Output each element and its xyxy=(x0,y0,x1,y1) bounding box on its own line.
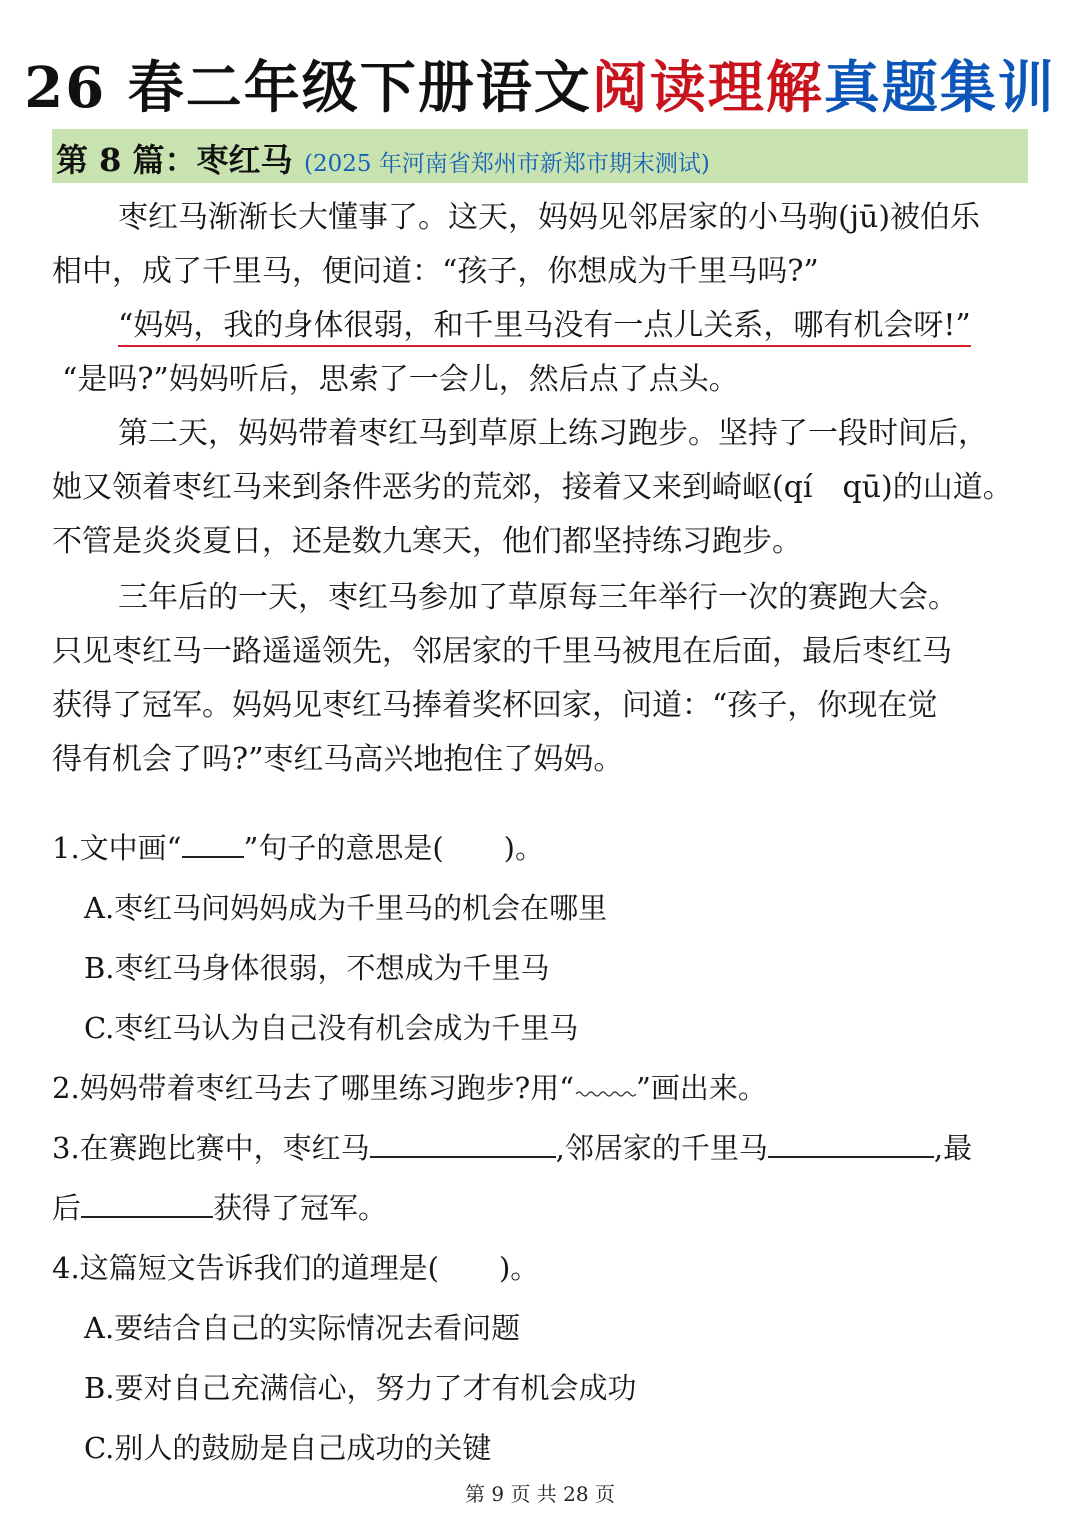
question-1-option-a: A.枣红马问妈妈成为千里马的机会在哪里 xyxy=(84,891,608,925)
answer-blank[interactable] xyxy=(81,1188,213,1218)
passage-line-underlined xyxy=(118,306,971,346)
question-3-text: ,最 xyxy=(933,1131,973,1165)
question-1-option-c: C.枣红马认为自己没有机会成为千里马 xyxy=(84,1011,579,1045)
passage-line: 只见枣红马一路遥遥领先，邻居家的千里马被甩在后面，最后枣红马 xyxy=(52,634,952,669)
passage-line: 不管是炎炎夏日，还是数九寒天，他们都坚持练习跑步。 xyxy=(52,524,802,559)
question-1-text: )。 xyxy=(503,831,544,865)
section-heading xyxy=(52,129,1028,183)
question-4-option-b: B.要对自己充满信心，努力了才有机会成功 xyxy=(84,1371,637,1405)
passage-line: 第二天，妈妈带着枣红马到草原上练习跑步。坚持了一段时间后， xyxy=(118,416,988,451)
answer-blank[interactable] xyxy=(370,1128,556,1158)
question-4-text: )。 xyxy=(498,1251,540,1285)
wavy-underline-sample xyxy=(574,1078,636,1098)
question-4-option-c: C.别人的鼓励是自己成功的关键 xyxy=(84,1431,492,1465)
question-3-text: 后 xyxy=(52,1191,82,1225)
question-1-option-b: B.枣红马身体很弱，不想成为千里马 xyxy=(84,951,550,985)
passage-line: “是吗?”妈妈听后，思索了一会儿，然后点了点头。 xyxy=(62,362,739,397)
passage-line: 枣红马渐渐长大懂事了。这天，妈妈见邻居家的小马驹(jū)被伯乐 xyxy=(118,200,981,235)
question-3-text: ,邻居家的千里马 xyxy=(555,1131,768,1165)
passage-line: 获得了冠军。妈妈见枣红马捧着奖杯回家，问道：“孩子，你现在觉 xyxy=(52,688,938,723)
question-4-option-a: A.要结合自己的实际情况去看问题 xyxy=(84,1311,521,1345)
question-2-stem xyxy=(52,1068,767,1108)
question-1-stem xyxy=(52,828,544,868)
section-source: (2025 年河南省郑州市新郑市期末测试) xyxy=(304,151,710,177)
question-3-text: 3.在赛跑比赛中，枣红马 xyxy=(52,1131,370,1165)
question-1-text: 1.文中画“ xyxy=(52,831,182,865)
question-4-stem xyxy=(52,1248,539,1288)
title-reading: 阅读理解 xyxy=(591,55,824,121)
question-1-text: ”句子的意思是( xyxy=(243,831,444,865)
page-number: 第 9 页 共 28 页 xyxy=(465,1482,615,1506)
passage-line: 她又领着枣红马来到条件恶劣的荒郊，接着又来到崎岖(qí qū)的山道。 xyxy=(52,470,1013,505)
title-practice: 真题集训 xyxy=(823,55,1056,121)
passage-line: 相中，成了千里马，便问道：“孩子，你想成为千里马吗?” xyxy=(52,254,819,289)
section-lead: 第 8 篇：枣红马 xyxy=(56,141,293,179)
question-3-line-2 xyxy=(52,1188,387,1228)
question-3-text: 获得了冠军。 xyxy=(213,1191,388,1225)
passage-line: 得有机会了吗?”枣红马高兴地抱住了妈妈。 xyxy=(52,742,624,777)
answer-blank[interactable] xyxy=(768,1128,934,1158)
question-2-text: ”画出来。 xyxy=(636,1071,767,1105)
title-grade: 26 春二年级下册语文 xyxy=(24,55,592,121)
page-title xyxy=(0,44,1080,124)
underline-sample xyxy=(182,828,244,858)
underlined-sentence: “妈妈，我的身体很弱，和千里马没有一点儿关系，哪有机会呀!” xyxy=(118,308,971,347)
question-2-text: 2.妈妈带着枣红马去了哪里练习跑步?用“ xyxy=(52,1071,575,1105)
question-4-text: 4.这篇短文告诉我们的道理是( xyxy=(52,1251,439,1285)
passage-line: 三年后的一天，枣红马参加了草原每三年举行一次的赛跑大会。 xyxy=(118,580,958,615)
question-3-line-1 xyxy=(52,1128,972,1168)
